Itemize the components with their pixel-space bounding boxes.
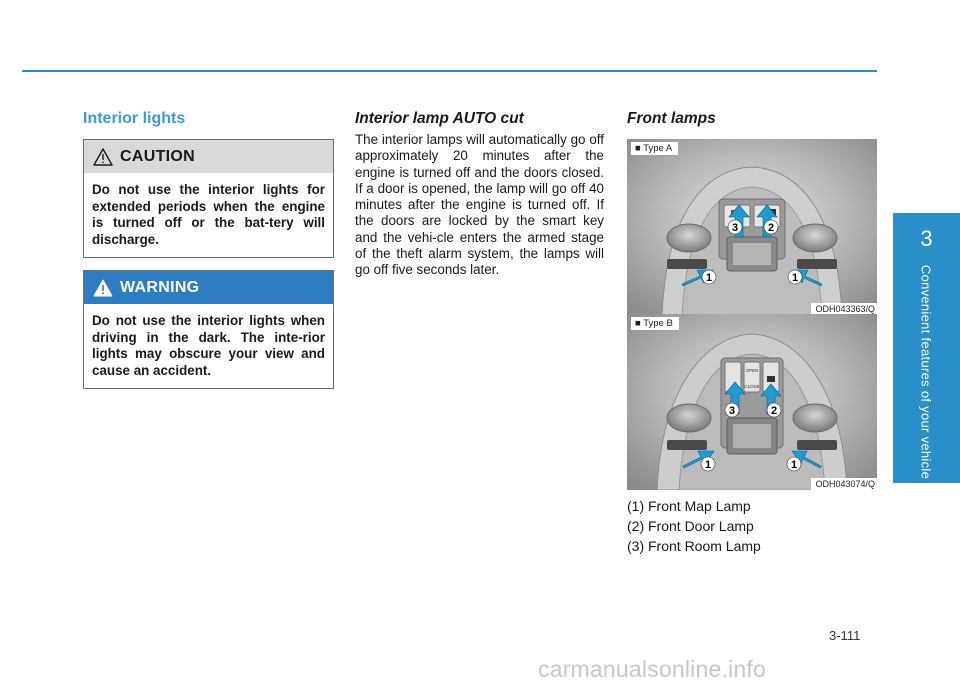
legend-item-front-map-lamp: (1) Front Map Lamp — [627, 498, 751, 514]
close-label: CLOSE — [744, 384, 760, 389]
callout-1-right-b: 1 — [790, 459, 798, 471]
auto-cut-text: The interior lamps will automatically go off approximately 20 minutes after the engine is turned off and the doors closed. If a door is opened, the lamp will go off 40 minutes after the engine is turned off. If the doors are locked by the smart key and the vehi-cle enters the armed stage of the theft alarm system, the lamps will go off five seconds later. — [355, 132, 604, 278]
caution-header — [84, 140, 333, 173]
caution-text: Do not use the interior lights for extended periods when the engine is turned off or the bat-tery will discharge. — [92, 182, 325, 247]
callout-2-a: 2 — [767, 222, 775, 234]
chapter-title: Convenient features of your vehicle — [918, 264, 934, 480]
warning-box — [83, 270, 334, 389]
page-number: 3-111 — [829, 628, 861, 643]
console-illustration-b — [627, 314, 877, 490]
warning-triangle-outline-icon — [92, 147, 114, 167]
type-a-label: ■ Type A — [631, 142, 678, 155]
warning-text: Do not use the interior lights when driving in the dark. The inte-rior lights may obscure your view and cause an accident. — [92, 313, 325, 378]
callout-1-left-b: 1 — [704, 459, 712, 471]
legend-item-front-door-lamp: (2) Front Door Lamp — [627, 518, 754, 534]
auto-cut-title: Interior lamp AUTO cut — [355, 110, 524, 127]
warning-title: WARNING — [120, 278, 200, 296]
console-illustration-a — [627, 139, 877, 315]
open-label: OPEN — [745, 368, 759, 373]
image-code-b: ODH043074/Q — [811, 478, 877, 490]
chapter-tab[interactable] — [893, 213, 960, 483]
front-lamps-title: Front lamps — [627, 110, 716, 127]
callout-1-right-a: 1 — [791, 272, 799, 284]
caution-title: CAUTION — [120, 147, 195, 165]
legend-item-front-room-lamp: (3) Front Room Lamp — [627, 538, 761, 554]
image-code-a: ODH043363/Q — [811, 303, 877, 315]
caution-box — [83, 139, 334, 258]
type-b-label: ■ Type B — [631, 317, 679, 330]
top-rule — [22, 70, 877, 72]
watermark[interactable]: carmanualsonline.info — [538, 656, 766, 682]
front-lamps-figure-type-a — [627, 139, 877, 315]
callout-3-b: 3 — [728, 405, 736, 417]
front-lamps-figure-type-b — [627, 314, 877, 490]
warning-header — [84, 271, 333, 304]
chapter-number: 3 — [920, 226, 933, 251]
warning-triangle-filled-icon — [92, 278, 114, 298]
callout-1-left-a: 1 — [705, 272, 713, 284]
section-heading: Interior lights — [83, 110, 186, 127]
callout-2-b: 2 — [770, 405, 778, 417]
lamp-legend — [627, 496, 761, 556]
callout-3-a: 3 — [731, 222, 739, 234]
